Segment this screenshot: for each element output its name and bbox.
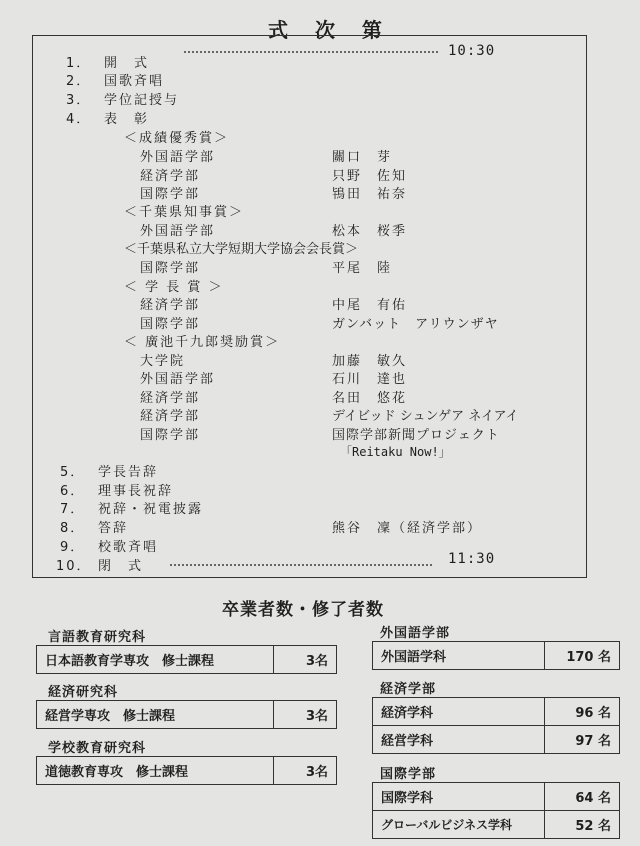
award-dept: 経済学部	[140, 409, 201, 424]
table-row	[373, 698, 620, 726]
item-num: 2．	[66, 74, 92, 89]
program-cell: 経済学科	[373, 698, 545, 726]
group-label: 外国語学部	[380, 626, 451, 641]
group-label: 経済学部	[380, 682, 437, 697]
end-time: 11:30	[448, 551, 496, 567]
program-cell: 外国語学科	[373, 642, 545, 670]
award-dept: 外国語学部	[140, 150, 216, 165]
program-title: 式 次 第	[268, 18, 392, 42]
award-name: 石川 達也	[332, 372, 408, 387]
award-name: 平尾 陸	[332, 261, 393, 276]
award-name: 鴇田 祐奈	[332, 187, 408, 202]
item-num: 8．	[60, 521, 86, 536]
award-name: 只野 佐知	[332, 169, 408, 184]
item-label: 校歌斉唱	[98, 540, 159, 555]
count-table	[36, 700, 337, 729]
program-cell: 経営学科	[373, 726, 545, 754]
start-time: 10:30	[448, 43, 496, 59]
table-row	[373, 783, 620, 811]
dotted-leader	[184, 51, 438, 53]
award-dept: 経済学部	[140, 391, 201, 406]
item-label: 表 彰	[104, 112, 150, 127]
item-num: 7．	[60, 502, 86, 517]
award-dept: 国際学部	[140, 428, 201, 443]
count-table	[36, 645, 337, 674]
award-heading: ＜千葉県私立大学短期大学協会会長賞＞	[124, 242, 359, 257]
item-num: 9．	[60, 540, 86, 555]
item-num: 6．	[60, 484, 86, 499]
table-row	[37, 701, 337, 729]
project-note: 「Reitaku Now!」	[340, 445, 451, 459]
award-dept: 国際学部	[140, 317, 201, 332]
award-name: 加藤 敏久	[332, 354, 408, 369]
count-cell: 96 名	[545, 698, 620, 726]
table-row	[373, 811, 620, 839]
award-heading: ＜千葉県知事賞＞	[124, 205, 245, 220]
award-dept: 経済学部	[140, 298, 201, 313]
item-label: 閉 式	[98, 559, 144, 574]
item-num: 5．	[60, 465, 86, 480]
table-row	[37, 646, 337, 674]
group-label: 学校教育研究科	[48, 741, 147, 756]
count-cell: 97 名	[545, 726, 620, 754]
item-num: 4．	[66, 112, 92, 127]
program-cell: グローバルビジネス学科	[373, 811, 545, 839]
graduates-title: 卒業者数・修了者数	[222, 600, 384, 620]
award-dept: 国際学部	[140, 187, 201, 202]
award-heading: ＜ 廣池千九郎奨励賞＞	[124, 335, 281, 350]
group-label: 経済研究科	[48, 685, 119, 700]
award-heading: ＜成績優秀賞＞	[124, 131, 230, 146]
count-cell: 170 名	[545, 642, 620, 670]
item-num: 1．	[66, 56, 92, 71]
award-dept: 経済学部	[140, 169, 201, 184]
item-label: 国歌斉唱	[104, 74, 165, 89]
award-dept: 外国語学部	[140, 372, 216, 387]
award-dept: 大学院	[140, 354, 186, 369]
count-table	[372, 697, 620, 754]
item-label: 祝辞・祝電披露	[98, 502, 204, 517]
count-cell: 64 名	[545, 783, 620, 811]
award-heading: ＜ 学 長 賞 ＞	[124, 280, 224, 295]
count-cell: 3名	[274, 701, 337, 729]
table-row	[37, 757, 337, 785]
count-cell: 52 名	[545, 811, 620, 839]
program-cell: 国際学科	[373, 783, 545, 811]
item-label: 学長告辞	[98, 465, 159, 480]
count-table	[36, 756, 337, 785]
item-label: 答辞	[98, 521, 129, 536]
farewell-speaker: 熊谷 凜（経済学部）	[332, 521, 483, 536]
award-name: 中尾 有佑	[332, 298, 408, 313]
item-label: 開 式	[104, 56, 150, 71]
award-name: ガンバット アリウンザヤ	[332, 317, 499, 332]
award-dept: 外国語学部	[140, 224, 216, 239]
item-num: 10．	[56, 559, 92, 574]
item-label: 学位記授与	[104, 93, 180, 108]
item-num: 3．	[66, 93, 92, 108]
program-cell: 道徳教育専攻 修士課程	[37, 757, 274, 785]
table-row	[373, 642, 620, 670]
count-cell: 3名	[274, 757, 337, 785]
program-cell: 経営学専攻 修士課程	[37, 701, 274, 729]
count-cell: 3名	[274, 646, 337, 674]
award-dept: 国際学部	[140, 261, 201, 276]
count-table	[372, 641, 620, 670]
group-label: 言語教育研究科	[48, 630, 147, 645]
program-cell: 日本語教育学専攻 修士課程	[37, 646, 274, 674]
group-label: 国際学部	[380, 767, 437, 782]
count-table	[372, 782, 620, 839]
item-label: 理事長祝辞	[98, 484, 174, 499]
award-name: 松本 桜季	[332, 224, 408, 239]
dotted-leader	[170, 564, 432, 566]
award-name: 国際学部新聞プロジェクト	[332, 428, 500, 443]
award-name: 名田 悠花	[332, 391, 408, 406]
award-name: 關口 芽	[332, 150, 393, 165]
award-name: デイビッド シュンゲア ネイアイ	[332, 409, 519, 424]
table-row	[373, 726, 620, 754]
